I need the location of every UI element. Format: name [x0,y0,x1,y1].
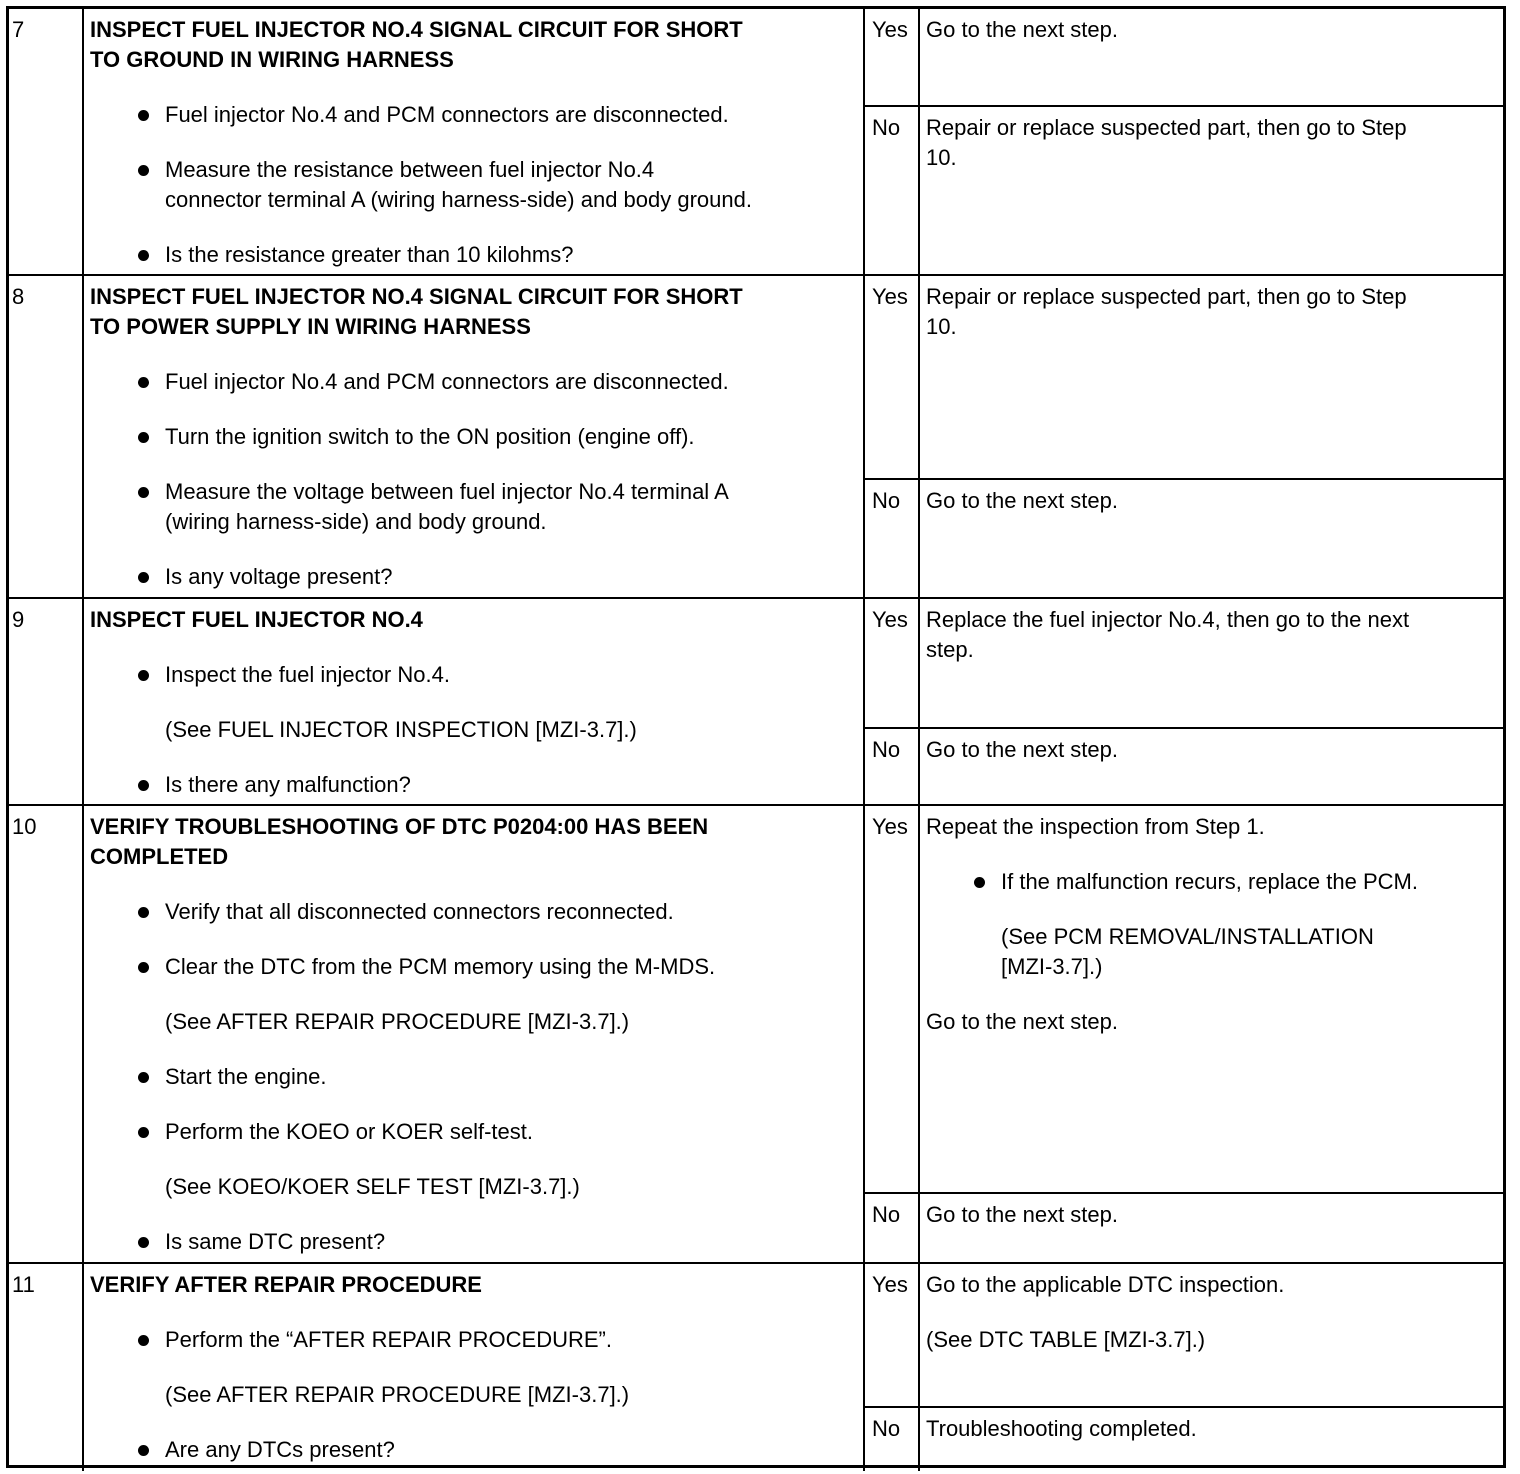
yes-label: Yes [865,599,920,727]
bullet-item [90,367,843,397]
step-number: 8 [9,276,84,597]
yes-result [865,276,1503,480]
bullet-item [90,1435,843,1465]
no-action [920,107,1503,274]
bullet-item [90,155,843,215]
bullet-item [90,422,843,452]
action-text [926,1325,1495,1355]
item-line: Perform the “AFTER REPAIR PROCEDURE”. [165,1327,612,1352]
step-number: 7 [9,9,84,274]
action-text [926,1270,1495,1300]
title-line: TO GROUND IN WIRING HARNESS [90,47,454,72]
reference-note [90,1172,843,1202]
title-line: INSPECT FUEL INJECTOR NO.4 [90,607,423,632]
action-line: Go to the next step. [926,1202,1119,1227]
bullet-item [90,562,843,592]
bullet-item [90,952,843,982]
inspection-cell [84,599,865,804]
bullet-item [90,897,843,927]
bullet-dot-icon [138,1072,149,1083]
item-line: [MZI-3.7].) [1001,954,1103,979]
no-result [865,107,1503,274]
bullet-item [90,1325,843,1355]
step-title [90,812,843,872]
title-line: VERIFY TROUBLESHOOTING OF DTC P0204:00 HAS BEEN [90,814,709,839]
bullet-item [90,477,843,537]
title-line: TO POWER SUPPLY IN WIRING HARNESS [90,314,531,339]
step-row-7 [9,9,1503,276]
action-line: Go to the next step. [926,737,1119,762]
bullet-dot-icon [138,1445,149,1456]
step-number: 10 [9,806,84,1262]
bullet-dot-icon [138,962,149,973]
results-cell [865,599,1503,804]
action-line: 10. [926,314,957,339]
results-cell [865,9,1503,274]
step-title [90,1270,843,1300]
action-text [926,812,1495,842]
action-line: Repeat the inspection from Step 1. [926,814,1265,839]
yes-action [920,9,1503,105]
no-label: No [865,480,920,597]
bullet-dot-icon [138,670,149,681]
item-line: (See KOEO/KOER SELF TEST [MZI-3.7].) [165,1174,580,1199]
yes-label: Yes [865,9,920,105]
action-line: step. [926,637,974,662]
yes-result [865,599,1503,729]
results-cell [865,1264,1503,1471]
bullet-item [90,770,843,800]
step-title [90,15,843,75]
item-line: Measure the resistance between fuel injector No.4 [165,157,655,182]
bullet-dot-icon [138,432,149,443]
bullet-dot-icon [138,1127,149,1138]
troubleshooting-table [6,6,1506,1468]
item-line: Start the engine. [165,1064,327,1089]
action-line: Go to the next step. [926,17,1119,42]
item-line: Is same DTC present? [165,1229,386,1254]
step-row-11 [9,1264,1503,1471]
yes-label: Yes [865,806,920,1192]
no-label: No [865,1408,920,1471]
bullet-dot-icon [138,110,149,121]
yes-action [920,276,1503,478]
yes-action [920,806,1503,1192]
bullet-item [90,100,843,130]
no-action [920,1194,1503,1262]
inspection-cell [84,806,865,1262]
action-line: Repair or replace suspected part, then go to Step [926,284,1407,309]
item-line: Clear the DTC from the PCM memory using the M-MDS. [165,954,716,979]
action-line: Go to the next step. [926,488,1119,513]
bullet-item [90,1062,843,1092]
action-line: Repair or replace suspected part, then go to Step [926,115,1407,140]
step-number: 11 [9,1264,84,1471]
bullet-dot-icon [974,877,985,888]
item-line: Is there any malfunction? [165,772,411,797]
title-line: COMPLETED [90,844,229,869]
step-number: 9 [9,599,84,804]
yes-label: Yes [865,276,920,478]
yes-result [865,9,1503,107]
yes-action [920,1264,1503,1406]
bullet-dot-icon [138,165,149,176]
inspection-cell [84,9,865,274]
bullet-item [90,1227,843,1257]
no-result [865,1408,1503,1471]
item-line: (wiring harness-side) and body ground. [165,509,547,534]
action-line: Troubleshooting completed. [926,1416,1197,1441]
yes-result [865,1264,1503,1408]
step-title [90,282,843,342]
yes-action [920,599,1503,727]
item-line: Verify that all disconnected connectors reconnected. [165,899,674,924]
item-line: Perform the KOEO or KOER self-test. [165,1119,533,1144]
bullet-item [90,240,843,270]
title-line: INSPECT FUEL INJECTOR NO.4 SIGNAL CIRCUIT FOR SHORT [90,17,743,42]
step-title [90,605,843,635]
item-line: Fuel injector No.4 and PCM connectors are disconnected. [165,369,729,394]
item-line: connector terminal A (wiring harness-side) and body ground. [165,187,752,212]
no-action [920,729,1503,804]
item-line: If the malfunction recurs, replace the PCM. [1001,869,1418,894]
bullet-item [90,1117,843,1147]
step-row-8 [9,276,1503,599]
no-label: No [865,1194,920,1262]
results-cell [865,806,1503,1262]
action-line: Replace the fuel injector No.4, then go to the next [926,607,1410,632]
no-result [865,480,1503,597]
bullet-dot-icon [138,1335,149,1346]
reference-note [926,922,1495,982]
item-line: (See AFTER REPAIR PROCEDURE [MZI-3.7].) [165,1009,630,1034]
bullet-dot-icon [138,907,149,918]
no-result [865,729,1503,804]
title-line: VERIFY AFTER REPAIR PROCEDURE [90,1272,482,1297]
step-row-9 [9,599,1503,806]
item-line: (See FUEL INJECTOR INSPECTION [MZI-3.7].) [165,717,637,742]
action-line: (See DTC TABLE [MZI-3.7].) [926,1327,1206,1352]
title-line: INSPECT FUEL INJECTOR NO.4 SIGNAL CIRCUIT FOR SHORT [90,284,743,309]
action-line: Go to the next step. [926,1009,1119,1034]
bullet-dot-icon [138,487,149,498]
step-row-10 [9,806,1503,1264]
item-line: Fuel injector No.4 and PCM connectors are disconnected. [165,102,729,127]
yes-label: Yes [865,1264,920,1406]
bullet-dot-icon [138,572,149,583]
item-line: Measure the voltage between fuel injector No.4 terminal A [165,479,729,504]
item-line: Are any DTCs present? [165,1437,395,1462]
bullet-item [90,660,843,690]
bullet-dot-icon [138,1237,149,1248]
no-action [920,480,1503,597]
action-text [926,1007,1495,1037]
bullet-dot-icon [138,250,149,261]
no-label: No [865,729,920,804]
no-result [865,1194,1503,1262]
action-line: 10. [926,145,957,170]
item-line: (See PCM REMOVAL/INSTALLATION [1001,924,1374,949]
item-line: Turn the ignition switch to the ON position (engine off). [165,424,695,449]
item-line: Is any voltage present? [165,564,393,589]
item-line: Is the resistance greater than 10 kilohms? [165,242,574,267]
action-line: Go to the applicable DTC inspection. [926,1272,1285,1297]
no-action [920,1408,1503,1471]
inspection-cell [84,276,865,597]
yes-result [865,806,1503,1194]
bullet-dot-icon [138,377,149,388]
no-label: No [865,107,920,274]
reference-note [90,1380,843,1410]
bullet-item [926,867,1495,897]
bullet-dot-icon [138,780,149,791]
reference-note [90,715,843,745]
results-cell [865,276,1503,597]
item-line: Inspect the fuel injector No.4. [165,662,450,687]
item-line: (See AFTER REPAIR PROCEDURE [MZI-3.7].) [165,1382,630,1407]
reference-note [90,1007,843,1037]
inspection-cell [84,1264,865,1471]
